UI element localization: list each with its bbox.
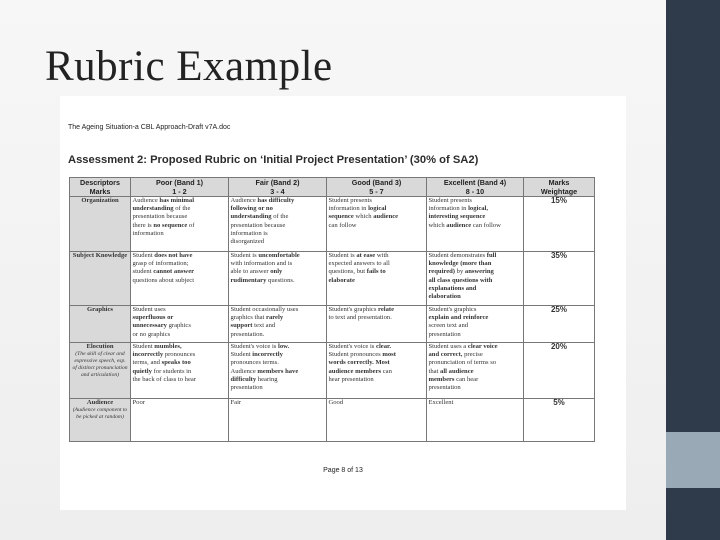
cell-line: can follow (328, 221, 357, 229)
cell-line: Student's graphics (428, 306, 477, 313)
cell-line: information in logical (328, 205, 387, 213)
descriptor-label: Graphics (86, 306, 113, 313)
cell-line: Student uses (132, 306, 166, 313)
cell-line: which audience can follow (428, 221, 501, 229)
cell-line: and correct, precise (428, 351, 483, 359)
cell-line: graphics that rarely (230, 314, 284, 322)
header-bottom: 1 - 2 (172, 187, 187, 196)
row-descriptor (70, 197, 131, 252)
band-cell (229, 197, 327, 252)
cell-line: Student presents (428, 197, 472, 204)
header-top: Marks (548, 178, 570, 187)
band-cell (427, 343, 524, 399)
cell-line: Student uses a clear voice (428, 343, 498, 350)
weightage-value: 20% (524, 343, 595, 399)
cell-line: Student's voice is clear. (328, 343, 391, 350)
cell-line: Student occasionally uses (230, 306, 299, 313)
cell-line: rudimentary questions. (230, 276, 295, 284)
cell-line: support text and (230, 322, 276, 330)
cell-line: information in logical, (428, 205, 489, 213)
descriptor-note: (The skill of clear and expressive speech, esp. of distinct pronunciation and articulation) (72, 351, 128, 378)
cell-line: presentation (428, 384, 461, 392)
rubric-row (70, 197, 595, 252)
cell-line: explain and reinforce (428, 314, 489, 322)
band-cell (427, 197, 524, 252)
cell-line: elaborate (328, 276, 355, 284)
cell-line: elaboration (428, 293, 461, 301)
cell-line: Student's graphics relate (328, 306, 395, 313)
band-cell (427, 252, 524, 306)
header-fair (229, 178, 327, 197)
rubric-table (69, 177, 595, 442)
band-cell (131, 343, 229, 399)
cell-line: Student is at ease with (328, 252, 389, 259)
band-cell (327, 343, 427, 399)
cell-line: superfluous or (132, 314, 174, 322)
header-top: Excellent (Band 4) (443, 178, 507, 187)
cell-line: able to answer only (230, 268, 283, 276)
cell-line: information (132, 229, 164, 237)
cell-line: Student incorrectly (230, 351, 283, 359)
header-descriptors (70, 178, 131, 197)
cell-line: presentation because (230, 221, 286, 229)
row-descriptor (70, 252, 131, 306)
band-cell (327, 252, 427, 306)
cell-line: Good (328, 399, 344, 406)
header-poor (131, 178, 229, 197)
header-weightage (524, 178, 595, 197)
band-cell (327, 306, 427, 343)
cell-line: presentation because (132, 213, 188, 221)
row-descriptor (70, 306, 131, 343)
cell-line: presentation (230, 384, 263, 392)
header-top: Good (Band 3) (351, 178, 402, 187)
row-descriptor (70, 399, 131, 442)
cell-line: Student pronounces most (328, 351, 396, 359)
right-accent-block (666, 432, 720, 488)
cell-line: pronunciation of terms so (428, 359, 497, 367)
header-bottom: 5 - 7 (369, 187, 384, 196)
weightage-value: 5% (524, 399, 595, 442)
cell-line: unnecessary graphics (132, 322, 191, 330)
cell-line: Student mumbles, (132, 343, 182, 350)
cell-line: or no graphics (132, 330, 171, 338)
cell-line: Audience has minimal (132, 197, 195, 204)
descriptor-label: Elocution (86, 343, 114, 350)
cell-line: audience members can (328, 367, 392, 375)
weightage-value: 35% (524, 252, 595, 306)
cell-line: Student demonstrates full (428, 252, 497, 259)
cell-line: Student presents (328, 197, 372, 204)
header-bottom: Weightage (540, 187, 578, 196)
band-cell (229, 399, 327, 442)
cell-line: Student's voice is low. (230, 343, 290, 350)
header-good (327, 178, 427, 197)
cell-line: Audience members have (230, 367, 299, 375)
band-cell (327, 197, 427, 252)
cell-line: grasp of information; (132, 260, 189, 268)
rubric-body (70, 197, 595, 442)
cell-line: presentation (428, 330, 461, 338)
cell-line: Poor (132, 399, 145, 406)
document-heading: Assessment 2: Proposed Rubric on ‘Initial Project Presentation’ (30% of SA2) (68, 154, 479, 166)
header-excellent (427, 178, 524, 197)
band-cell (229, 306, 327, 343)
cell-line: expected answers to all (328, 260, 390, 268)
cell-line: incorrectly pronounces (132, 351, 196, 359)
cell-line: the back of class to hear (132, 375, 197, 383)
cell-line: Fair (230, 399, 242, 406)
header-top: Poor (Band 1) (155, 178, 204, 187)
rubric-header-row (70, 178, 595, 197)
document-footer: Page 8 of 13 (323, 467, 363, 474)
cell-line: there is no sequence of (132, 221, 195, 229)
cell-line: hear presentation (328, 375, 374, 383)
header-top: Fair (Band 2) (255, 178, 300, 187)
cell-line: student cannot answer (132, 268, 195, 276)
cell-line: interesting sequence (428, 213, 486, 221)
descriptor-label: Subject Knowledge (72, 252, 128, 259)
cell-line: terms, and speaks too (132, 359, 191, 367)
cell-line: screen text and (428, 322, 469, 330)
weightage-value: 15% (524, 197, 595, 252)
header-bottom: Marks (89, 187, 111, 196)
band-cell (427, 306, 524, 343)
header-bottom: 8 - 10 (465, 187, 485, 196)
cell-line: Audience has difficulty (230, 197, 295, 204)
cell-line: words correctly. Most (328, 359, 390, 367)
cell-line: with information and is (230, 260, 293, 268)
cell-line: questions, but fails to (328, 268, 386, 276)
document-image (60, 96, 626, 510)
cell-line: questions about subject (132, 276, 195, 284)
document-header: The Ageing Situation-a CBL Approach-Draft v7A.doc (68, 124, 231, 131)
band-cell (131, 399, 229, 442)
row-descriptor (70, 343, 131, 399)
cell-line: quietly for students in (132, 367, 192, 375)
band-cell (427, 399, 524, 442)
slide-title: Rubric Example (45, 43, 333, 90)
cell-line: following or no (230, 205, 273, 213)
header-bottom: 3 - 4 (270, 187, 285, 196)
cell-line: Student is uncomfortable (230, 252, 300, 259)
descriptor-label: Audience (86, 399, 114, 406)
rubric-row (70, 399, 595, 442)
cell-line: to text and presentation. (328, 314, 392, 322)
cell-line: understanding of the (230, 213, 289, 221)
cell-line: Student does not have (132, 252, 193, 259)
cell-line: that all audience (428, 367, 474, 375)
rubric-row (70, 343, 595, 399)
cell-line: Excellent (428, 399, 454, 406)
cell-line: all class questions with (428, 276, 493, 284)
band-cell (131, 197, 229, 252)
cell-line: explanations and (428, 284, 477, 292)
cell-line: knowledge (more than (428, 260, 492, 268)
band-cell (327, 399, 427, 442)
band-cell (131, 306, 229, 343)
cell-line: pronounces terms. (230, 359, 279, 367)
cell-line: disorganized (230, 238, 265, 246)
cell-line: members can hear (428, 375, 479, 383)
descriptor-note: (Audience component to be picked at random) (72, 407, 128, 420)
rubric-row (70, 306, 595, 343)
cell-line: sequence which audience (328, 213, 399, 221)
weightage-value: 25% (524, 306, 595, 343)
rubric-row (70, 252, 595, 306)
band-cell (131, 252, 229, 306)
cell-line: presentation. (230, 330, 265, 338)
header-top: Descriptors (80, 178, 120, 187)
descriptor-label: Organization (81, 197, 119, 204)
cell-line: difficulty hearing (230, 375, 278, 383)
cell-line: understanding of the (132, 205, 191, 213)
cell-line: information is (230, 229, 268, 237)
band-cell (229, 252, 327, 306)
cell-line: required) by answering (428, 268, 494, 276)
band-cell (229, 343, 327, 399)
